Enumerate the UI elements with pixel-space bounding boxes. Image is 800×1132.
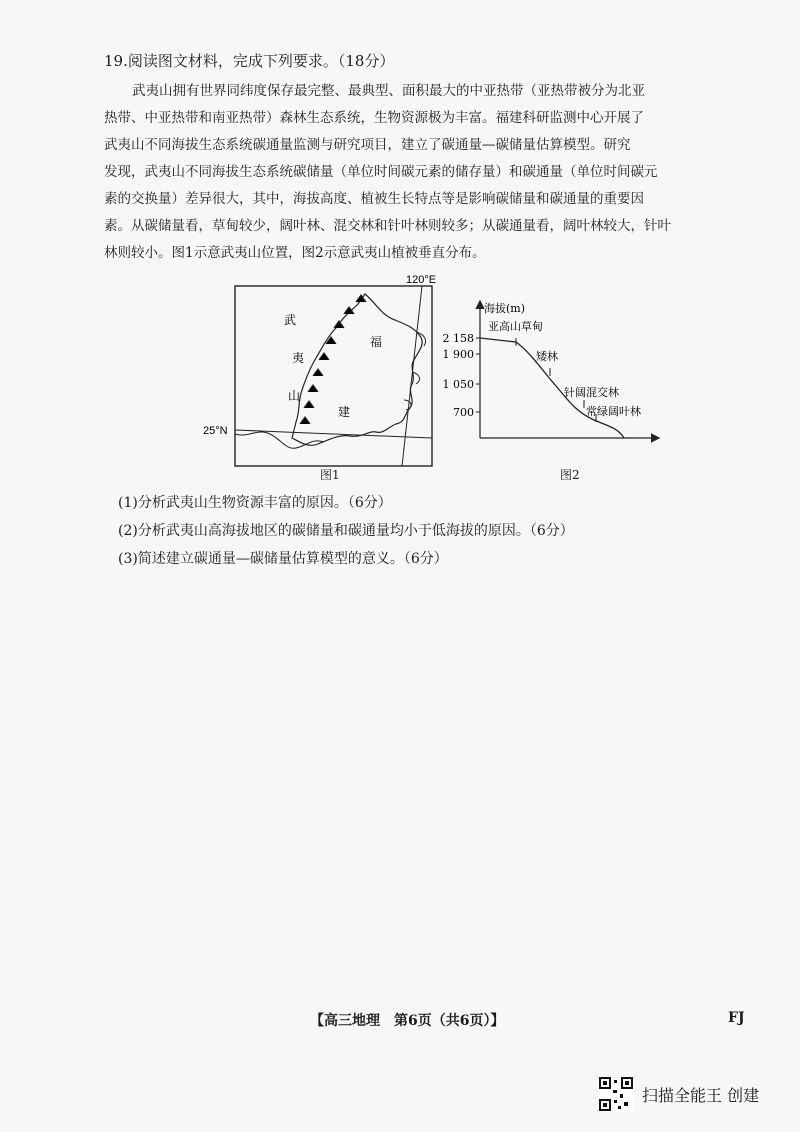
- figure1-map: [200, 272, 440, 472]
- zone-label: 矮林: [536, 350, 558, 363]
- para-line: 发现，武夷山不同海拔生态系统碳储量（单位时间碳元素的储存量）和碳通量（单位时间碳元: [104, 164, 658, 180]
- mountain-char: 武: [284, 313, 297, 327]
- sub-question-2: (2)分析武夷山高海拔地区的碳储量和碳通量均小于低海拔的原因。（6分）: [118, 523, 574, 539]
- altitude-tick-label: 1 050: [442, 378, 474, 391]
- mountain-char: 山: [288, 389, 301, 403]
- parallel-25n-line: [235, 430, 432, 438]
- y-axis-label: 海拔(m): [484, 302, 526, 315]
- province-char: 建: [338, 405, 351, 419]
- para-line: 素。从碳储量看，草甸较少，阔叶林、混交林和针叶林则较多；从碳通量看，阔叶林较大，针叶: [104, 218, 671, 234]
- para-line: 热带、中亚热带和南亚热带）森林生态系统，生物资源极为丰富。福建科研监测中心开展了: [104, 110, 644, 126]
- question-title: 19.阅读图文材料，完成下列要求。（18分）: [104, 52, 395, 70]
- scanner-badge: [598, 1076, 759, 1112]
- material-paragraph: [104, 78, 744, 267]
- figure2-caption: 图2: [560, 468, 580, 482]
- zone-label: 常绿阔叶林: [586, 405, 641, 418]
- zone-label: 针阔混交林: [564, 386, 619, 399]
- mountain-range-marks: [300, 295, 366, 424]
- latitude-label: 25°N: [203, 425, 228, 437]
- para-line: 林则较小。图1示意武夷山位置，图2示意武夷山植被垂直分布。: [104, 245, 486, 261]
- province-boundary: [292, 294, 422, 445]
- para-line: 武夷山拥有世界同纬度保存最完整、最典型、面积最大的中亚热带（亚热带被分为北亚: [132, 83, 645, 99]
- map-frame: [235, 286, 432, 466]
- para-line: 素的交换量）差异很大，其中，海拔高度、植被生长特点等是影响碳储量和碳通量的重要因: [104, 191, 644, 207]
- figure2-profile: [418, 272, 668, 462]
- sub-question-3: (3)简述建立碳通量—碳储量估算模型的意义。（6分）: [118, 551, 448, 567]
- altitude-tick-label: 700: [453, 406, 474, 419]
- zone-label: 亚高山草甸: [488, 320, 543, 333]
- mountain-char: 夷: [292, 351, 305, 365]
- longitude-label: 120°E: [406, 274, 437, 286]
- footer-page-info: 【高三地理 第6页（共6页）】: [310, 1013, 505, 1029]
- altitude-tick-label: 2 158: [442, 332, 474, 345]
- sub-question-1: (1)分析武夷山生物资源丰富的原因。（6分）: [118, 495, 392, 511]
- province-char: 福: [370, 335, 383, 349]
- footer-code: FJ: [728, 1010, 745, 1026]
- scanner-badge-text: 扫描全能王 创建: [642, 1085, 760, 1105]
- para-line: 武夷山不同海拔生态系统碳通量监测与研究项目，建立了碳通量—碳储量估算模型。研究: [104, 137, 631, 153]
- figure1-caption: 图1: [320, 468, 340, 482]
- qr-code-icon: [598, 1076, 634, 1112]
- altitude-tick-label: 1 900: [442, 348, 474, 361]
